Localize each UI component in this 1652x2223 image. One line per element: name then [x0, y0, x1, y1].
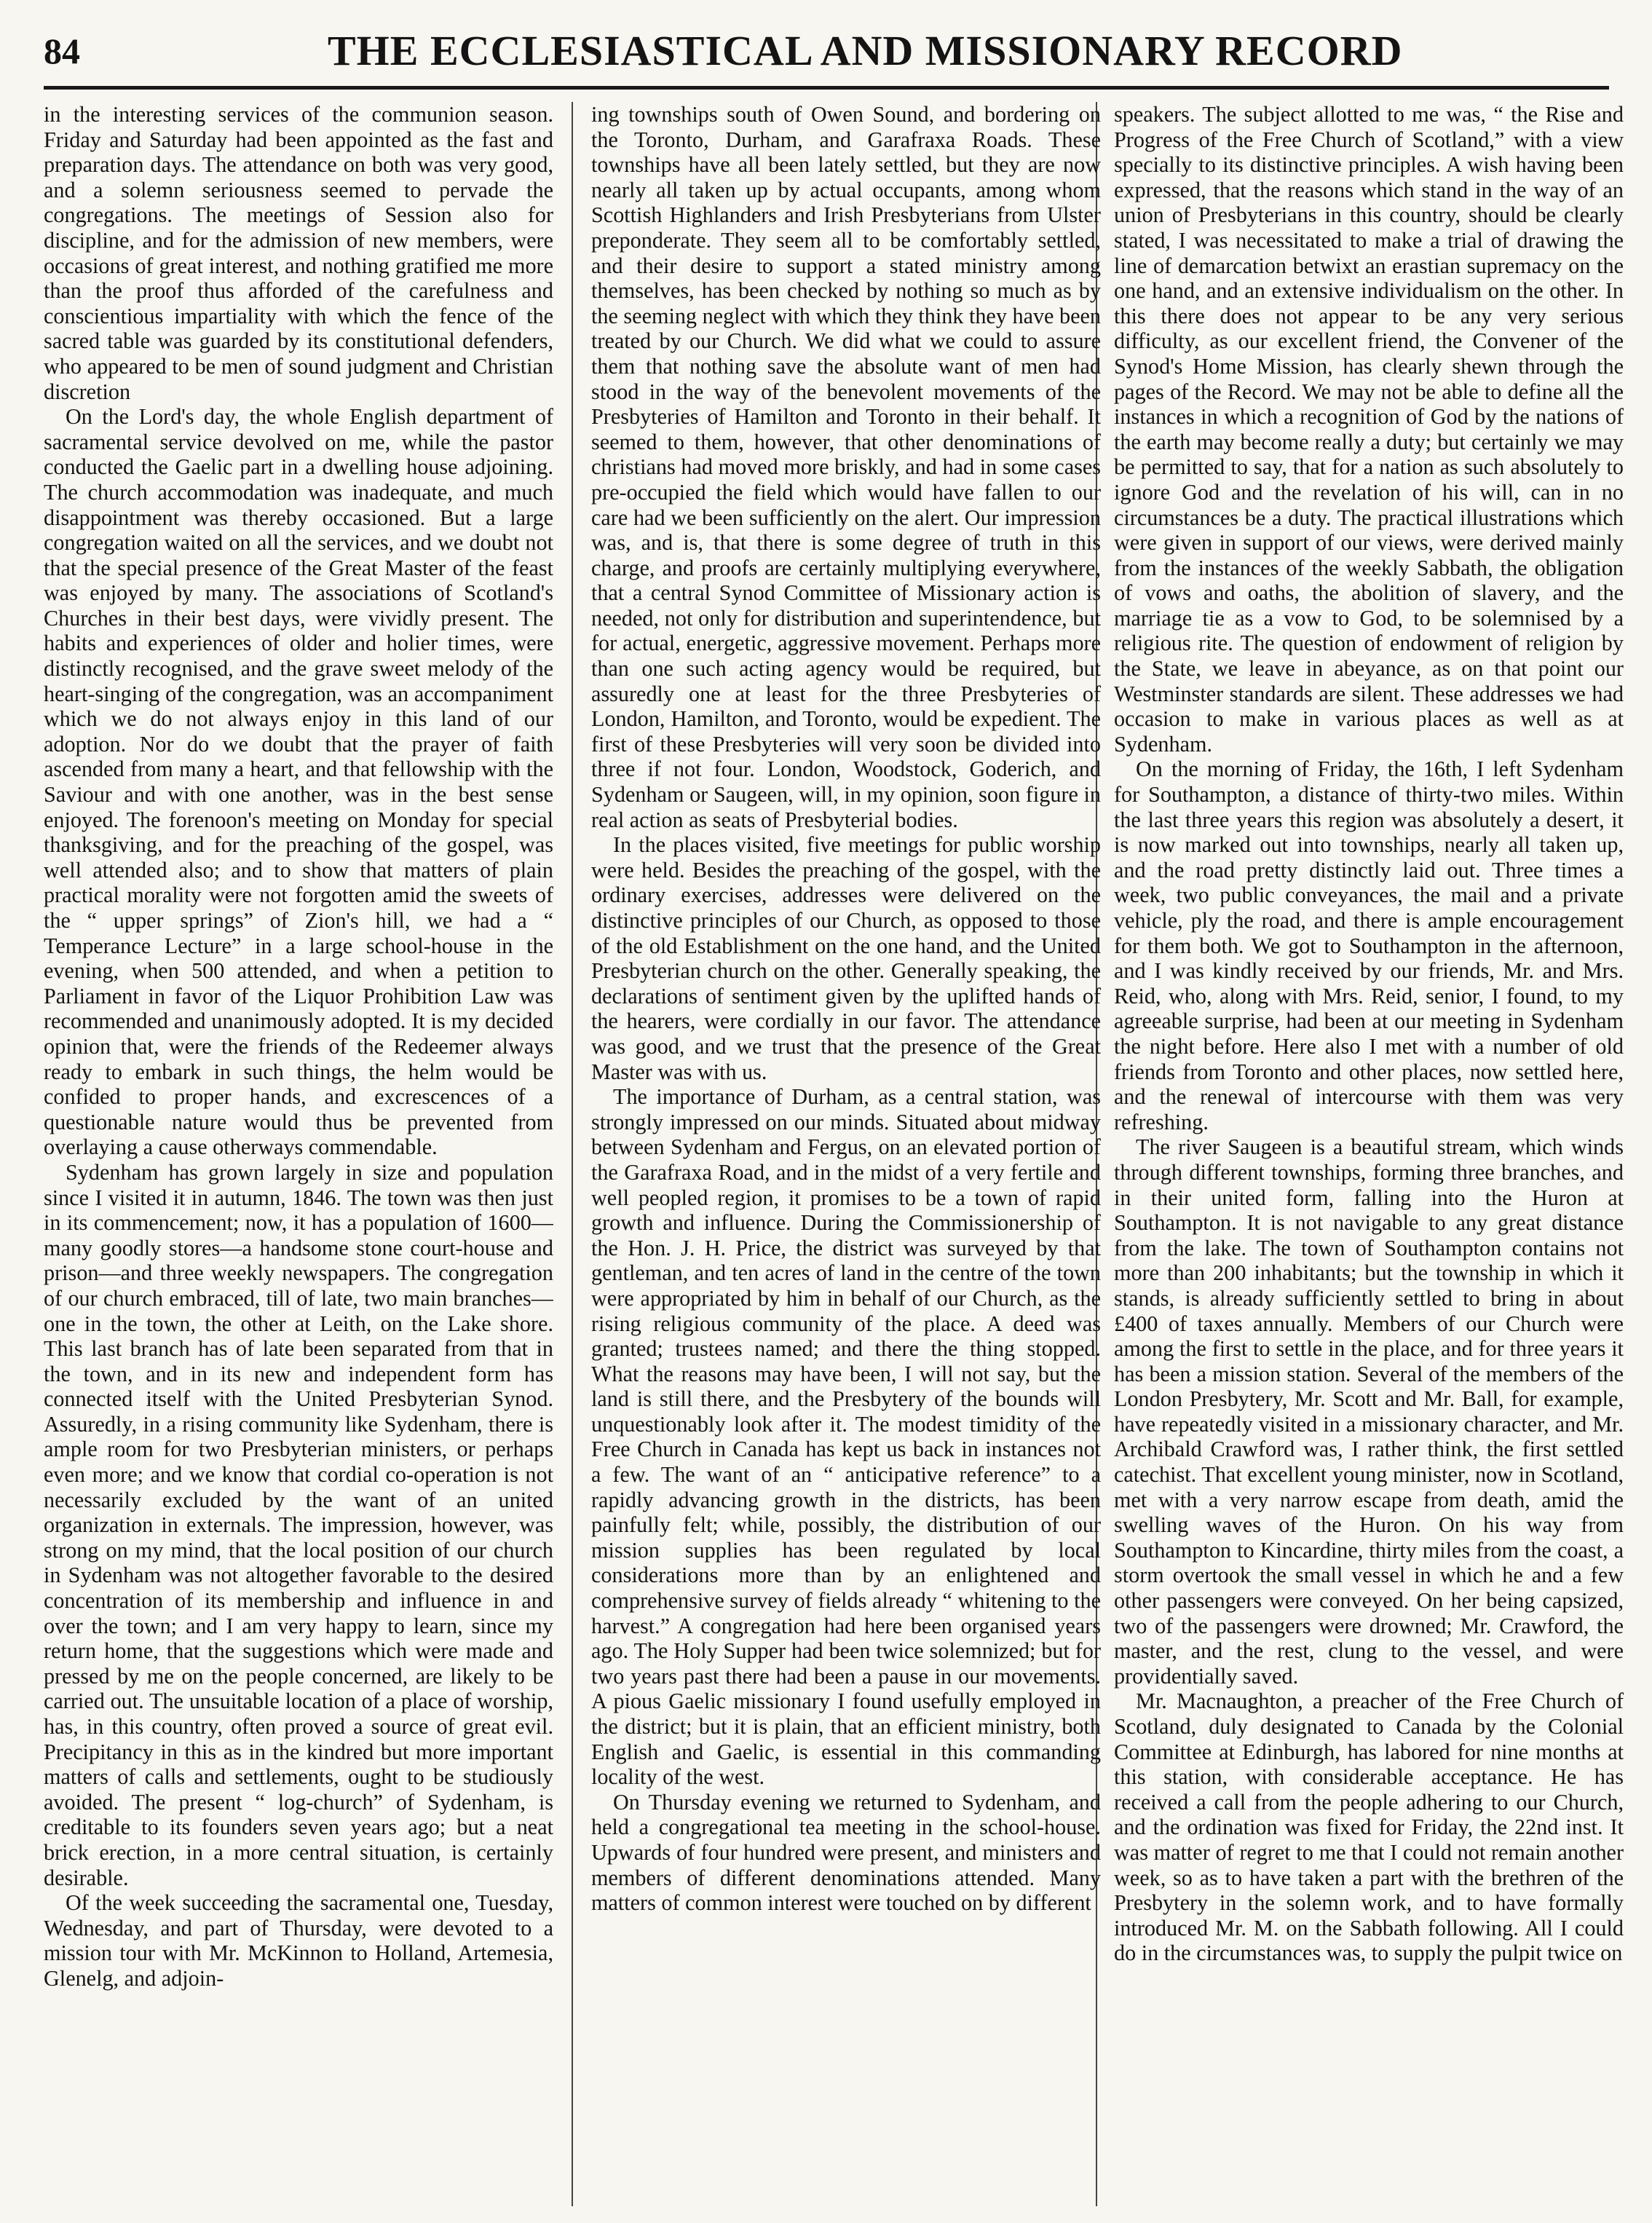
column-divider	[572, 102, 573, 2206]
text-column-2	[591, 102, 1101, 2206]
paragraph: speakers. The subject allotted to me was, “ the Rise and Progress of the Free Church of Scotland,” with a view specially to its distinctive principles. A wish having been expressed, that the reasons which stand in the way of an union of Presbyterians in this country, should be clearly stated, I was necessitated to make a trial of drawing the line of demarcation betwixt an erastian supremacy on the one hand, and an extensive individualism on the other. In this there does not appear to be any very serious difficulty, as our excellent friend, the Convener of the Synod's Home Mission, has clearly shewn through the pages of the Record. We may not be able to define all the instances in which a recognition of God by the nations of the earth may become really a duty; but certainly we may be permitted to say, that for a nation as such absolutely to ignore God and the revelation of his will, can in no circumstances be a duty. The practical illustrations which were given in support of our views, were derived mainly from the instances of the weekly Sabbath, the obligation of vows and oaths, the abolition of slavery, and the marriage tie as a vow to God, to be solemnised by a religious rite. The question of endowment of religion by the State, we leave in abeyance, as on that point our Westminster standards are silent. These addresses we had occasion to make in various places as well as at Sydenham.	[1114, 102, 1624, 757]
paragraph: Sydenham has grown largely in size and population since I visited it in autumn, 1846. The town was then just in its commencement; now, it has a population of 1600—many goodly stores—a handsome stone court-house and prison—and three weekly newspapers. The congregation of our church embraced, till of late, two main branches—one in the town, the other at Leith, on the Lake shore. This last branch has of late been separated from that in the town, and in its new and independent form has connected itself with the United Presbyterian Synod. Assuredly, in a rising community like Sydenham, there is ample room for two Presbyterian ministers, or perhaps even more; and we know that cordial co-operation is not necessarily excluded by the want of an united organization in externals. The impression, however, was strong on my mind, that the local position of our church in Sydenham was not altogether favorable to the desired concentration of its membership and influence in and over the town; and I am very happy to learn, since my return home, that the suggestions which were made and pressed by me on the people concerned, are likely to be carried out. The unsuitable location of a place of worship, has, in this country, often proved a source of great evil. Precipitancy in this as in the kindred but more important matters of calls and settlements, ought to be studiously avoided. The present “ log-church” of Sydenham, is creditable to its founders seven years ago; but a neat brick erection, in a more central situation, is certainly desirable.	[44, 1159, 553, 1890]
paragraph: ing townships south of Owen Sound, and bordering on the Toronto, Durham, and Garafraxa Roads. These townships have all been lately settled, but they are now nearly all taken up by actual occupants, among whom Scottish Highlanders and Irish Presbyterians from Ulster preponderate. They seem all to be comfortably settled, and their desire to support a stated ministry among themselves, has been checked by nothing so much as by the seeming neglect with which they think they have been treated by our Church. We did what we could to assure them that nothing save the absolute want of men had stood in the way of the benevolent movements of the Presbyteries of Hamilton and Toronto in their behalf. It seemed to them, however, that other denominations of christians had moved more briskly, and had in some cases pre-occupied the field which would have fallen to our care had we been sufficiently on the alert. Our impression was, and is, that there is some degree of truth in this charge, and proofs are certainly multiplying everywhere, that a central Synod Committee of Missionary action is needed, not only for distribution and superintendence, but for actual, energetic, aggressive movement. Perhaps more than one such acting agency would be required, but assuredly one at least for the three Presbyteries of London, Hamilton, and Toronto, would be expedient. The first of these Presbyteries will very soon be divided into three if not four. London, Woodstock, Goderich, and Sydenham or Saugeen, will, in my opinion, soon figure in real action as seats of Presbyterial bodies.	[591, 102, 1101, 832]
paragraph: The importance of Durham, as a central station, was strongly impressed on our minds. Situated about midway between Sydenham and Fergus, on an elevated portion of the Garafraxa Road, and in the midst of a very fertile and well peopled region, it promises to be a town of rapid growth and influence. During the Commissionership of the Hon. J. H. Price, the district was surveyed by that gentleman, and ten acres of land in the centre of the town were appropriated by him in behalf of our Church, as the rising religious community of the place. A deed was granted; trustees named; and there the thing stopped. What the reasons may have been, I will not say, but the land is still there, and the Presbytery of the bounds will unquestionably look after it. The modest timidity of the Free Church in Canada has kept us back in instances not a few. The want of an “ anticipative reference” to a rapidly advancing growth in the districts, has been painfully felt; while, possibly, the distribution of our mission supplies has been regulated by local considerations more than by an enlightened and comprehensive survey of fields already “ whitening to the harvest.” A congregation had here been organised years ago. The Holy Supper had been twice solemnized; but for two years past there had been a pause in our movements. A pious Gaelic missionary I found usefully employed in the district; but it is plain, that an efficient ministry, both English and Gaelic, is essential in this commanding locality of the west.	[591, 1084, 1101, 1790]
paragraph: The river Saugeen is a beautiful stream, which winds through different townships, forming three branches, and in their united form, falling into the Huron at Southampton. It is not navigable to any great distance from the lake. The town of Southampton contains not more than 200 inhabitants; but the township in which it stands, is already sufficiently settled to bring in about £400 of taxes annually. Members of our Church were among the first to settle in the place, and for three years it has been a mission station. Several of the members of the London Presbytery, Mr. Scott and Mr. Ball, for example, have repeatedly visited in a missionary character, and Mr. Archibald Crawford was, I rather think, the first settled catechist. That excellent young minister, now in Scotland, met with a very narrow escape from death, amid the swelling waves of the Huron. On his way from Southampton to Kincardine, thirty miles from the coast, a storm overtook the small vessel in which he and a few other passengers were conveyed. On her being capsized, two of the passengers were drowned; Mr. Crawford, the master, and the rest, clung to the vessel, and were providentially saved.	[1114, 1134, 1624, 1689]
paragraph: On Thursday evening we returned to Sydenham, and held a congregational tea meeting in the school-house. Upwards of four hundred were present, and ministers and members of different denominations attended. Many matters of common interest were touched on by different	[591, 1789, 1101, 1916]
page-header	[44, 22, 1609, 80]
text-column-3	[1114, 102, 1624, 2206]
header-rule	[44, 86, 1609, 90]
paragraph: On the Lord's day, the whole English department of sacramental service devolved on me, while the pastor conducted the Gaelic part in a dwelling house adjoining. The church accommodation was inadequate, and much disappointment was thereby occasioned. But a large congregation waited on all the services, and we doubt not that the special presence of the Great Master of the feast was enjoyed by many. The associations of Scotland's Churches in their best days, were vividly present. The habits and experiences of older and holier times, were distinctly recognised, and the grave sweet melody of the heart-singing of the congregation, was an accompaniment which we do not always enjoy in this land of our adoption. Nor do we doubt that the prayer of faith ascended from many a heart, and that fellowship with the Saviour and with one another, was in the best sense enjoyed. The forenoon's meeting on Monday for special thanksgiving, and for the preaching of the gospel, was well attended also; and to show that matters of plain practical morality were not forgotten amid the sweets of the “ upper springs” of Zion's hill, we had a “ Temperance Lecture” in a large school-house in the evening, when 500 attended, and when a petition to Parliament in favor of the Liquor Prohibition Law was recommended and unanimously adopted. It is my decided opinion that, were the friends of the Redeemer always ready to embark in such things, the helm would be confided to proper hands, and excrescences of a questionable nature would thus be prevented from overlaying a cause otherways commendable.	[44, 404, 553, 1160]
paragraph: Of the week succeeding the sacramental one, Tuesday, Wednesday, and part of Thursday, were devoted to a mission tour with Mr. McKinnon to Holland, Artemesia, Glenelg, and adjoin-	[44, 1890, 553, 1991]
paragraph: In the places visited, five meetings for public worship were held. Besides the preaching of the gospel, with the ordinary exercises, addresses were delivered on the distinctive principles of our Church, as opposed to those of the old Establishment on the one hand, and the United Presbyterian church on the other. Generally speaking, the declarations of sentiment given by the uplifted hands of the hearers, were cordially in our favor. The attendance was good, and we trust that the presence of the Great Master was with us.	[591, 832, 1101, 1084]
paragraph: On the morning of Friday, the 16th, I left Sydenham for Southampton, a distance of thirty-two miles. Within the last three years this region was absolutely a desert, it is now marked out into townships, nearly all taken up, and the road pretty distinctly laid out. Three times a week, two public conveyances, the mail and a private vehicle, ply the road, and there is ample encouragement for them both. We got to Southampton in the afternoon, and I was kindly received by our friends, Mr. and Mrs. Reid, who, along with Mrs. Reid, senior, I found, to my agreeable surprise, had been at our meeting in Sydenham the night before. Here also I met with a number of old friends from Toronto and other places, now settled here, and the renewal of intercourse with them was very refreshing.	[1114, 757, 1624, 1134]
page-number: 84	[44, 31, 80, 71]
paragraph: in the interesting services of the communion season. Friday and Saturday had been appointed as the fast and preparation days. The attendance on both was very good, and a solemn seriousness seemed to pervade the congregations. The meetings of Session also for discipline, and for the admission of new members, were occasions of great interest, and nothing gratified me more than the proof thus afforded of the carefulness and conscientious impartiality with which the fence of the sacred table was guarded by its constitutional defenders, who appeared to be men of sound judgment and Christian discretion	[44, 102, 553, 404]
running-title: THE ECCLESIASTICAL AND MISSIONARY RECORD	[328, 27, 1403, 74]
text-column-1	[44, 102, 553, 2206]
paragraph: Mr. Macnaughton, a preacher of the Free Church of Scotland, duly designated to Canada by the Colonial Committee at Edinburgh, has labored for nine months at this station, with considerable acceptance. He has received a call from the people adhering to our Church, and the ordination was fixed for Friday, the 22nd inst. It was matter of regret to me that I could not remain another week, so as to have taken a part with the brethren of the Presbytery in the solemn work, and to have formally introduced Mr. M. on the Sabbath following. All I could do in the circumstances was, to supply the pulpit twice on	[1114, 1689, 1624, 1966]
